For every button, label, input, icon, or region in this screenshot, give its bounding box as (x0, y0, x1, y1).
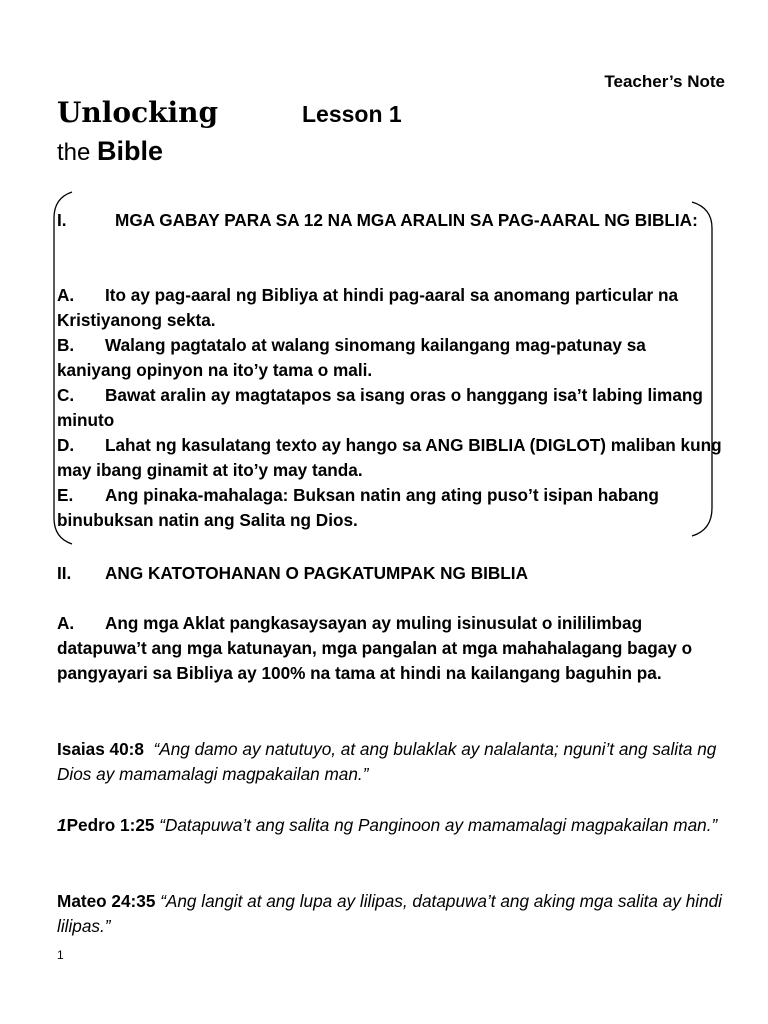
title-the-bible (57, 136, 163, 167)
list-item: E. Ang pinaka-mahalaga: Buksan natin ang ating puso’t isipan habang binubuksan natin ang Salita ng Dios. (57, 485, 659, 530)
lesson-number: Lesson 1 (302, 101, 402, 127)
title-bible: Bible (97, 136, 164, 166)
list-item: D. Lahat ng kasulatang texto ay hango sa ANG BIBLIA (DIGLOT) maliban kung may ibang ginamit at ito’y may tanda. (57, 435, 722, 480)
verse-text: “Ang damo ay natutuyo, at ang bulaklak ay nalalanta; nguni’t ang salita ng Dios ay mamamalagi magpakailan man.” (57, 739, 717, 784)
section2-heading (57, 561, 725, 586)
title-unlocking: Unlocking (57, 96, 219, 129)
section2-item-a-letter: A. (57, 613, 75, 633)
section2-item-a-text: Ang mga Aklat pangkasaysayan ay muling isinusulat o inililimbag datapuwa’t ang mga katunayan, mga pangalan at mga mahahalagang bagay o pangyayari sa Bibliya ay 100% na tama at hindi na kailangang baguhin pa. (57, 613, 693, 683)
verse-mateo (57, 889, 725, 939)
verse-isaias (57, 737, 725, 787)
list-item: A. Ito ay pag-aaral ng Bibliya at hindi pag-aaral sa anomang particular na Kristiyanong sekta. (57, 285, 679, 330)
section1-numeral: I. (57, 210, 67, 230)
verse-text: “Ang langit at ang lupa ay lilipas, datapuwa’t ang aking mga salita ay hindi lilipas.” (57, 891, 723, 936)
teacher-note-label: Teacher’s Note (604, 72, 725, 91)
verse-ref: Mateo 24:35 (57, 891, 156, 911)
section1-heading (57, 208, 725, 233)
page-number: 1 (57, 948, 64, 962)
section2-item-a (57, 611, 725, 686)
verse-ref: Isaias 40:8 (57, 739, 144, 759)
verse-ref: Pedro 1:25 (66, 815, 155, 835)
verse-pedro (57, 813, 725, 838)
verse-ref-number: 1 (57, 815, 67, 835)
title-the: the (57, 139, 91, 166)
section2-heading-text: ANG KATOTOHANAN O PAGKATUMPAK NG BIBLIA (105, 563, 528, 583)
section2-numeral: II. (57, 563, 72, 583)
section1-heading-text: MGA GABAY PARA SA 12 NA MGA ARALIN SA PAG-AARAL NG BIBLIA: (115, 210, 698, 230)
verse-text: “Datapuwa’t ang salita ng Panginoon ay mamamalagi magpakailan man.” (159, 815, 718, 835)
list-item: B. Walang pagtatalo at walang sinomang kailangang mag-patunay sa kaniyang opinyon na ito’y tama o mali. (57, 335, 646, 380)
list-item: C. Bawat aralin ay magtatapos sa isang oras o hanggang isa’t labing limang minuto (57, 385, 703, 430)
section1-items (57, 283, 725, 533)
